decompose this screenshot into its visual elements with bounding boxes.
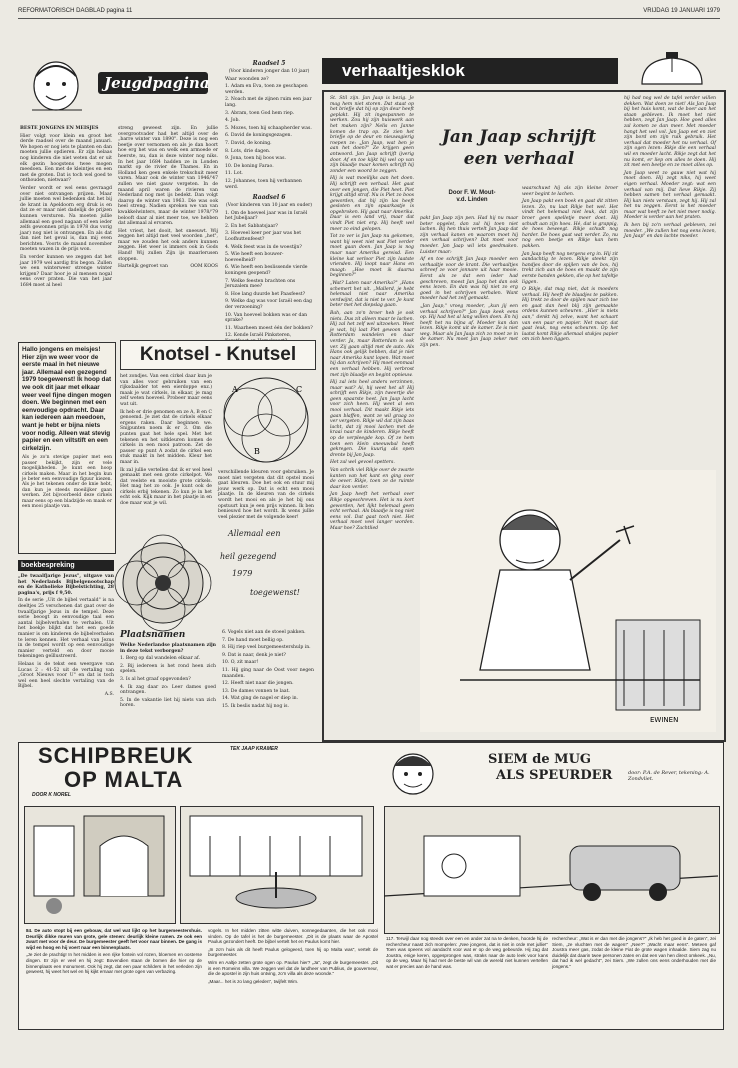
list-item: 5. Wie heeft een bouwer-hoeveelheid?: [225, 252, 284, 263]
list-item: 12. Kende Israël Pinksteren,: [225, 333, 292, 339]
list-item: 2. En het Sabbatsjaar?: [225, 223, 278, 229]
circle-label-c: C: [296, 385, 303, 394]
story-p: Jan Jaap heeft nog nergens erg in. Hij zit aandachtig te lezen. Rikje steekt zijn handjes door de spijlen van de box, hij trekt zich aan de hoes en maakt de zijn eerste handen gekken, die op het tafeltje liggen.: [522, 251, 618, 285]
story-p: Jan Jaap pakt een boek en gaat dit zitten lezen. Zo, nu laat Rikje het wel. Het vindt het helemaal niet leuk, dat zijn broer geen spelletje meer doet. Hij schudt aan zijn hoes. Hé, dat is grappig, de hoes beweegt. Rikje schudt nog harder. De hoes gaat wat verder. Zo, nu nog een beetje en Rikje kan hem pakken.: [522, 199, 618, 249]
jeugd-signature: [118, 264, 218, 270]
cartoon-face-illustration: [22, 52, 92, 116]
plaatsnamen-question: Welke Nederlandse plaatsnamen zijn in deze tekst verborgen?: [120, 643, 216, 654]
knotsel-text-col2: verschillende kleuren voor gebruiken. Je moet niet vergeten dat dit opstel mooi gaat kleuren. Doe het ook en stuur mij jouw werk op. Dat is echt een mooi plaatje. In de kleuren van de cirkels wordt het mooi en als je het bij ons opstuurt kun je een prijs winnen. Ik ben benieuwd hoe het wordt. Ik wens jullie veel plezier met de volgende keer!: [218, 470, 314, 520]
schipbreuk-author: DOOR K NOREL: [32, 792, 71, 798]
boekbespreking-banner: [18, 560, 114, 571]
schipbreuk-title-2: OP MALTA: [64, 767, 184, 792]
plaatsnamen-title: Plaatsnamen: [120, 630, 186, 640]
raadsel6-list: [225, 211, 313, 345]
story-title-line-2: een verhaal: [463, 149, 575, 169]
list-item: 8. Hij riep veel burgemeestershulp in.: [222, 645, 311, 651]
list-item: 9. Welke dag was voor Israël een dag der verzoening?: [225, 299, 312, 310]
jeugd-para-3: En verder kunnen we zeggen dat het jaar 1979 wel aardig fris begon. Zullen we een winterweer strenge winter krijgen? Daar hoor je al mensen nogal eens over praten. Die van het jaar 1684 moet al heel: [20, 255, 112, 289]
illustrator-signature: EWINEN: [650, 716, 679, 724]
list-item: 6. David de koningsgezagen.: [225, 133, 292, 139]
jeugd-intro: Hier volgt voor klein en groot het derde raadsel over de maand januari. We hopen er nog iets te planten en dan moeten jullie opdieren. Er zijn helaas nog kinderen die niet weten dat er uit elk gezin hoogstens twee mogen meedoen. Een met de kleintjes en een met de groten. Dat is toch wel goed te onthouden, nietwaar?: [20, 133, 112, 184]
list-item: 2. Noach met de zijnen ruim een jaar lang.: [225, 97, 312, 108]
salutation: BESTE JONGENS EN MEISJES: [20, 126, 99, 131]
siem-title-2: ALS SPEURDER: [496, 768, 613, 783]
raadsel5-title: Raadsel 5: [252, 60, 286, 67]
hand-line-2: heil gezegend: [220, 552, 277, 561]
list-item: 6. Vogels niet aan de stoeel pakken.: [222, 630, 306, 635]
list-item: 12. Heeft niet naar die jongen.: [222, 681, 294, 687]
story-p: Het zal wel gevoel spetters.: [330, 460, 395, 466]
boek-title-line: „De twaalfjarige Jezus", uitgave van het Nederlands Bijbelgenootschap en de Katholieke Bijbelstichting, 28 pagina's, prijs f 9,50.: [18, 574, 114, 596]
header-right: VRIJDAG 19 JANUARI 1979: [643, 8, 720, 14]
byline-line-2: v.d. Linden: [456, 197, 488, 203]
story-p: „Wat? Laten naar Amerika?" „Hans schemert het uit. „Mallerd, je hebt helemaal niet naar Amerika verdwijnt, dat is niet te ver. Je kunt beter met het diepslag gaan.: [330, 281, 414, 309]
raadsels-column: [225, 60, 313, 339]
schipbreuk-caption-2: [208, 928, 378, 1022]
boekbespreking-title: boekbespreking: [21, 562, 75, 569]
list-item: 3. Is al het graaf opgevonden?: [120, 676, 191, 682]
caption-text: „Je ziet de prachtig! In het midden is een rijke fontein vol rozen, bloemen en oosterse dingen. Er zijn er veel en hij zegt: Bovendien staan de bomen die hier op de binnenplaats een monument. Ook hij zegt, dat een paar schilders in het verleden zijn geweest, hij weet het wel en hij kijkt ernaar met grote ogen van verbazing.: [26, 952, 202, 975]
jeugd-para-2: Verder wordt er wel eens gevraagd over niet ontvangen prijzen. Maar jullie moeten wel bedenken dat het bij de krant in Apeldoorn erg druk is en dat ze er maar niet dadelijk de prijzen kunnen versturen. Na moeten jullie allemaal een goed nagaan of een ieder zelfs gewonnen prijs in 1978 dus vorig jaar) nog niet is ontvangen. En als dat dan niet het geval is, dan mij even berichten. Voorts de maand november moeten wazen in de prijs won.: [20, 185, 112, 253]
verhaaltjesklok-banner: [322, 58, 618, 84]
plaatsnamen-block-2: [222, 630, 314, 740]
hallo-box: [18, 342, 116, 554]
list-item: 4. Welk feest was in de woestijn?: [225, 244, 302, 250]
circle-label-b: B: [254, 447, 260, 456]
siem-title-1: SIEM de MUG: [488, 752, 592, 767]
list-item: 2. Bij iedereen is het rond heen zich spelen.: [120, 663, 216, 675]
list-item: 11. Hij ging naar de Oost voor negen maanden.: [222, 667, 314, 679]
signature-greeting: Hartelijk gegroet van: [118, 264, 168, 270]
story-p: Jan Jaap heeft het verhaal over Rikje opgeschreven. Het is nu kort geworden, het lijkt helemaal geen echt verhaal. Als blaadje is nog niet eens vol. Dat gaat toch niet. Het verhaal moet veel langer worden. Maar hoe? Zachtlied: [330, 492, 414, 531]
list-item: 9. Jona, toen hij boos was.: [225, 156, 286, 162]
byline-line-1: Door F. W. Mout-: [448, 190, 496, 196]
jeugdpagina-banner: [98, 72, 208, 94]
story-p: O Rikje, dat mag niet, dat is moeders verhaal. Hij heeft de blaadjes te pakken. Hij trekt ze door de spijlen naar zich toe en gaat dan heel blij zijn gemaakte ordens kunnen scheuren. „Hier is niets aan," denkt hij zelve, want het schaart van een paar en papier. Net maar, dat gaat leuk, nog eens scheuren. Op het laatst komt Rikje allemaal stukjes papier om zich heen liggen.: [522, 287, 618, 343]
siem-caption-2: [552, 936, 716, 1022]
raadsel5-list: [225, 84, 313, 190]
story-p: hij had nog wel de tafel verder willen dekken. Wat doen ze niet! Als Jan Jaap bij het huis komt, wat de boer aan het staan gebleven. Ik moet het niet hebben, zegt Jan Jaap. Hoe goed alles zal komen ze dan meer. Met moeder hangt het wel vol. Jan Jaap eet en ziet zijn bord om zijn ruik gebruik. Het verhaal dat moeder het nu verhaal. Of zijn ogen lezen: Rikje die een verhaal wil en moeder lacht. Rikje zegt dat het nu komt, er liep om alles te doen. Hij zit met een beetje en ze moet alles op.: [624, 96, 716, 169]
siem-character-portrait: [386, 746, 440, 802]
boek-body: In de serie „Uit de bijbel vertaald" is na deeltjes 25 verschenen dat gaat over de twaalfjarige Jezus in de tempel. Deze serie beoogt in eenvoudige taal een aantal bijbelverhalen te verhalen. Uit het boekje blijkt dat het een goede manier is om kinderen de bijbelverhalen te leren kennen. Het verhaal van Jezus in de tempel wordt op een eenvoudige manier verteld en door mooie tekeningen geïllustreerd.: [18, 598, 114, 660]
list-item: 3. Hoeveel keer per jaar was het Loofhuttenfeest?: [225, 231, 302, 243]
caption-text: 117. Terwijl daar nog steeds over een en ander zat na te denken, hoorde hij de rechercheur naast zich mompelen: „Nee jongens, dat is niet in orde met jullie!" Toen was opeens vol aandacht voor wat er op de weg gebeurde. Hij zag dat Joustra, enige keren, opgesprongen was, straks naar de auto leek voor kans op de weg. Maar hij had met de beste wil van de wereld niet kunnen vertellen wat er precies aan de hand was.: [386, 936, 548, 969]
list-item: 14. Wat ging de nagel er diep in.: [222, 696, 299, 702]
handwritten-greeting: [214, 528, 314, 624]
circle-label-a: A: [232, 385, 238, 394]
caption-text: 84. De auto stopt bij een gebouw, dat wel wat lijkt op het burgemeestershuis. Deurlijk dikke muren van grote, gele stenen: deurlijk kleine ramen. Ze ook een zwart met voor de deur. De burgemeester geeft het voor naar binnen. De gang is wijd en hoog en hij voert naar een binnenplaats.: [26, 928, 202, 950]
story-p: Jan Jaap weet zo gauw niet wat hij moet doen. Hij zegt niks, hij weet eigen verhaal. Moeder zegt: wat een verhaal van mij. Dat lieve Rikje. Zij hebben samen het verhaal gemaakt. Hij kan niets verstaan, zegt hij. Hij zal het nu zeggen. Eerst is het moeder maar wat heeft ze het niet meer nodig. Moeder is verder aan het praten.: [624, 170, 716, 221]
knotsel-column-1: [120, 374, 212, 544]
jeugdpagina-title: Jeugdpagina: [104, 74, 210, 92]
knotsel-text-1: het zondjes. Van een cirkel daar kun je van alles voor gebruiken van een rijksdaalder tot een eierdoppe enz.) maak je wat cirkels, in elkaar, je mag zelf weten hoeveel. Probeer maar eens wat uit.: [120, 374, 212, 407]
story-byline: [430, 190, 514, 204]
caption-text: Wim en Aaltje zetten grote ogen op. Paulus hier? „Ja", zegt de burgemeester. „Dit is een Romeins villa. We zeggen wel dat de landheer van Publius, de gouverneur, die de apostel in zijn huis ontving, zo'n villa als deze woonde.": [208, 959, 378, 977]
list-item: 8. Hoe lang duurde het Paasfeest?: [225, 291, 306, 297]
list-item: 10. De koning Farao.: [225, 163, 274, 169]
knotsel-text-2: Ik heb er drie genomen en ze A, B en C genoemd. Je ziet dat de cirkels elkaar ergens raken. Daar beginnen we. Snijpunten noem ik er 3. Om die punten gaat het hele spel. Met het tekenen en het uitkleuren komen de cirkels in een mooi patroon. Zet de passer op punt A zodat de cirkel een stuk maakt in het midden. Kleur het maar in.: [120, 409, 212, 465]
story-p: St. Stil zijn. Jan Jaap is bezig. Je mag hem niet storen. Dat staat op het briefje dat hij op zijn deur heeft geplakt. Hij zit ingespannen te werken. Zou hij zijn huiswerk aan het maken zijn? Nelis en Janne komen de trap op. Ze zien het briefje op de deur en nieuwsgierig roepen ze: „Jan Jaap, wat ben je aan het doen?" Ze krijgen geen antwoord. Jan Jaap schrijft ijverig door. Af en toe kijkt hij wel op van zijn blaadje maar komen schrijft hij zonder een woord te zeggen.: [330, 96, 414, 174]
story-column-1: [330, 96, 414, 732]
knotsel-text-3: Ik zal jullie vertellen dat ik er wel heel gemaakt met een grote cirkelpot. We dat veelste en mooiste grote cirkels. Het mag het zo ook. Je kunt ook de cirkels erbij tekenen. Zo kun je in het echt ook. Kijk maar in het plaatje in en doe maar wat je wil.: [120, 467, 212, 507]
car-chase-illustration: [384, 806, 718, 932]
story-p: Van schrik viel Rikje over de zwarte kanten van het kant en ging over de oever. Rikje, toen ze de ruimte daar kon verder.: [330, 468, 414, 490]
clock-bell-icon: [622, 50, 722, 86]
caption-text: vogels. In het midden zitten witte duiven, nonnegedaanten, die het ook mooi vinden. Op de tafel is het de burgemeester. „Dit is de plaats waar de Apostel Paulus gezondert heeft. De bijbel vertelt het en Paulus komt hier.: [208, 928, 378, 945]
list-item: 3. Abram, toen God hem riep.: [225, 110, 295, 116]
list-item: 7. David, de koning.: [225, 140, 272, 146]
caption-text: rechercheur: „Wat is er dan met die jongens?" „Ik heb het goed in de gaten", zei Siem, „ze vluchten met de wagen!" „Nee?" „Wacht maar eens". Meteen gaf Joustra meer gas, zodat de kleine Fiat de grote wagen inhaalde. Siem zag nu duidelijk dat daarin twee personen zaten en dat een van hen direct omkeek. „Nu, dat had ik wel gedacht", zei Siem. „We zullen ons eens onderhouden met die jongens.": [552, 936, 716, 969]
caption-text: „Maar... het is zo lang geleden", twijfelt Wim.: [208, 978, 299, 984]
list-item: 5. In de vakantie liet hij niets van zich horen.: [120, 697, 216, 709]
raadsel6-title: Raadsel 6: [252, 194, 286, 202]
siem-credit: door: P.A. de Rever, tekening: A. Zondvliet.: [628, 770, 710, 782]
boek-body-2: Helaas is de tekst een weergave van Lucas 2 : 41-52 uit de vertaling van „Groot Nieuws voor U" en dat is toch wel een heel slechte vertaling van de Bijbel.: [18, 661, 114, 690]
page-header: [18, 8, 720, 19]
list-item: 7. De hand moet bellig op.: [222, 637, 284, 643]
knotsel-banner: [120, 340, 316, 370]
list-item: 13. De dames vonnen te laat.: [222, 688, 290, 694]
list-item: 11. Lot.: [225, 171, 243, 177]
list-item: 10. O, zit maar!: [222, 660, 259, 666]
story-p: Hij zal iets heel anders verzinnen, maar wat? Ai, hij weet het al! Hij schrijft een Rikje, zijn tweertje die geen spaarste heet. Jan Jaap lacht voor zich heen. Hij weet al een mooi verhaal. Dit maakt Rikje iets gaan blaffen, want ze wil graag zo ver vergeten. Rikje wil dat zijn baas lacht, dat zij mooi lachen met de kraai naar de kinderen. Rikje heeft op de verpleegde kop. Of ze hem toen een klein sneeuwbal heeft gekregen. Die kuurig als open drente bij Jan Jaap.: [330, 380, 414, 458]
knotsel-column-2: [218, 470, 314, 524]
list-item: 10. Van hoeveel bokken was er dan sprake?: [225, 312, 308, 324]
jeugd-column-2: [118, 126, 218, 318]
jeugd-column-1: [20, 126, 112, 318]
story-p: Hij is wat moeilijks aan het doen. Hij schrijft een verhaal. Het gaat over een jongen, die Piet heet. Piet krijgt altijd straf. Nu is Piet zo boos geworden, dat hij zijn las heeft gesloten en zijn spaarkastje is opgebroken. Hij gaat naar Amerika. Daar is een land vrij, maar dat vindt Piet niet erg. Hij heeft wel meer zo eind gelopen.: [330, 176, 414, 232]
list-item: 1. Adam en Eva, toen ze geschapen werden.: [225, 84, 308, 95]
boek-signature: A.S.: [104, 691, 114, 697]
schipbreuk-tekst: TEK JAAP KRAMER: [230, 746, 278, 752]
plaatsnamen-block: [120, 630, 216, 740]
story-p: Af en toe schrijft Jan Jaap moeder een verhaaltje voor de krant. Die verhaaltjes schreef ze voor jonnare uit haar mooie. Eerst als ze dat een ieder had geschreven, moest Jan Jaap het dan ook eens lezen. En dan was hij niet zo erg goed in het schrijven verhalen. Want moeder had het zelf gemaakt.: [420, 257, 518, 302]
list-item: 6. Wie heeft een beslissende vierde koningen geopend?: [225, 265, 308, 277]
hand-line-1: Allemaal een: [228, 529, 281, 538]
jeugd-col2-text-b: Het vriest, het dooit, het sneeuwt. Wij zeggen het altijd met veel woorden „het", maar we zouden het ook anders kunnen zeggen. Het weer is immers ook in Gods Hand! Wij zullen Zijn ijs maarlerusen stoppen.: [118, 228, 218, 262]
hand-line-3: 1979: [232, 569, 253, 578]
header-left: REFORMATORISCH DAGBLAD pagina 11: [18, 8, 133, 14]
knotsel-title: Knotsel - Knutsel: [139, 344, 297, 365]
list-item: 1. Berg op dal wandelen elkaar af.: [120, 656, 201, 662]
signature-name: OOM KOOS: [190, 264, 218, 270]
schipbreuk-title-1: SCHIPBREUK: [38, 743, 194, 768]
hand-line-4: toegewenst!: [250, 588, 300, 597]
verhaaltjesklok-title: verhaaltjesklok: [342, 61, 465, 80]
schipbreuk-caption-1: [26, 928, 202, 1022]
rosette-drawing: [120, 540, 206, 626]
siem-caption-1: [386, 936, 548, 1022]
boekbespreking-text: [18, 574, 114, 744]
fountain-illustration: [180, 806, 372, 922]
story-title-line-1: Jan Jaap schrijft: [441, 127, 597, 147]
story-p: Ik ben bij zo'n verhaal gebleven, zei moeder. „We zullen het nog eens lezen, Jan Jaap" en dan lachte moeder.: [624, 223, 716, 240]
story-p: „Jan Jaap," vroeg moeder, „kun jij een verhaal schrijven?" Jan Jaap keek eens op. Hij had het al lang willen doen. En hij heeft het nu bijna af. Moeder kan dan lezen. Rikje komt uit de kamer. Ze is niet weg. Maar als Jan Jaap zich zo moet ze in de kamer. Nu moet Jan Jaap zeker met zijn pen.: [420, 303, 518, 349]
list-item: 11. Waarheen moest één der bokken?: [225, 325, 313, 331]
story-p: Tot zo ver is Jan Jaap nu gekomen, want hij weet niet wat Piet verder moet gaan doen. Jan Jaap is nog maar naar Amerika gereisd. Een kleine kat verloor Piet zijn laatste vrienden. Hij loopt naar Hans en maagt: „Hoe moet ik daarna beginnen?": [330, 234, 414, 279]
raadsel6-sub: (Voor kinderen van 10 jaar en ouder): [225, 203, 313, 209]
list-item: 7. Welke feesten brachten ons Jeruzalem mee?: [225, 278, 296, 290]
hallo-text-2: Als je zo'n stevige papier met een passer bekijkt, zijn er vele mogelijkheden. Je kunt een hoop cirkels maken. Maar in het begin kun je beter een eenvoudige figuur kiezen. Als je het tekenen onder de knie hebt, dan kun je steeds moeilijker gaan werken. Zet bijvoorbeeld deze cirkels maar eens op een bladzijde en maak er een mooi plaatje van.: [22, 455, 112, 509]
story-p: waarschuwt hij als zijn kleine broer weer begint te lachen.: [522, 186, 618, 197]
list-item: 5. Mozes, toen hij schaapherder was.: [225, 125, 312, 131]
list-item: 8. Lots, drie dagen.: [225, 148, 271, 154]
schipbreuk-title: [24, 744, 344, 804]
siem-title: [480, 752, 716, 802]
list-item: 4. Job.: [225, 118, 240, 124]
list-item: 9. Dat is naar, denk je niet?: [222, 652, 286, 658]
list-item: 15. Ik beslis nadat hij nog is.: [222, 703, 290, 709]
list-item: 4. Ik zag daar zo: Leer dames goed ontvangen.: [120, 684, 216, 696]
raadsel5-sub: (Voor kinderen jonger dan 10 jaar): [228, 69, 310, 74]
list-item: 12. Johannes, toen hij verbannen werd.: [225, 178, 302, 190]
story-p: pakt Jan Jaap zijn pen. Had hij nu maar beter opgelet, dan zal hij toen niet lachen. Bij hen thuis vertelt Jan Jaap dat zijn verhaal kanen en waarom moet hij een verhaal schrijven? Dat moet voor moeder. Jan Jaap wil iets goedmaken. Luister maar:: [420, 216, 518, 255]
story-title-block: [420, 126, 618, 182]
list-item: 1. Om de hoeveel jaar was in Israël het Jubeljaar?: [225, 210, 308, 222]
caption-text: „In zo'n huis als dit heeft Paulus gelogeerd, toen hij op Malta was", vertelt de burgemeester.: [208, 946, 378, 958]
raadsel5-question: Waar woonden ze?: [225, 76, 269, 82]
courtyard-illustration: [24, 806, 174, 922]
boy-writing-illustration: [420, 470, 716, 732]
jeugd-col2-text: streng geweest zijn. En jullie overgrootvader had het altijd over de „barre winter van 1890". Deze is nog een beetje over vernomen en als je dan hoort hoe erg het was en welk een armoede er heerste, nu, dan is deze winter nog niks. In het jaar 1684 hadden ze in Londen markt op de rivier de Thames. En in Holland ken geen enkele trekschuit meer varen. Maar ook de winter van 1946/'47 zullen we niet gauw vergeten. In de maand april waren de rivieren van Nederland nog met ijs bedekt. Dan volgt daarop de winter van 1963. Die was ook heel streng. Nadien spreken we van van kwakkelwinters, maar de winter 1978/'79 belooft daar al niet meer toe, we hebben dat allemaal al ervaren.: [118, 126, 218, 227]
story-p: Bah, aan zo'n broer heb je ook niets. Dus zit alleen maar te lachen. Hij zal het zelf wel uitzoeken. Weet je wat, hij laat Piet gewoon naar Rotterdam wandelen en daar verder. Ja, maar Rotterdam is ook ver. Zij gaan altijd met de auto. Als Hans ook gelijk hebben, dat je niet naar Amerika kunt lopen. Wat moet hij dan schrijven? Hij moet eenmaal een verhaal hebben. Hij verbrost met zijn blaadje en begint opnieuw.: [330, 310, 414, 378]
circles-diagram: [218, 372, 314, 468]
hallo-text: Hallo jongens en meisjes! Hier zijn we weer voor de eerste maal in het nieuwe jaar. Allemaal een gezegend 1979 toegewenst! Ik hoop dat we ook dit jaar met elkaar weer veel fijne dingen mogen doen. We beginnen met een eenvoudige opdracht. Daar kan iedereen aan meedoen, want je hebt er bijna niets voor nodig. Alleen wat stevig papier en een viltstift en een cirkelzijn.: [22, 346, 112, 452]
